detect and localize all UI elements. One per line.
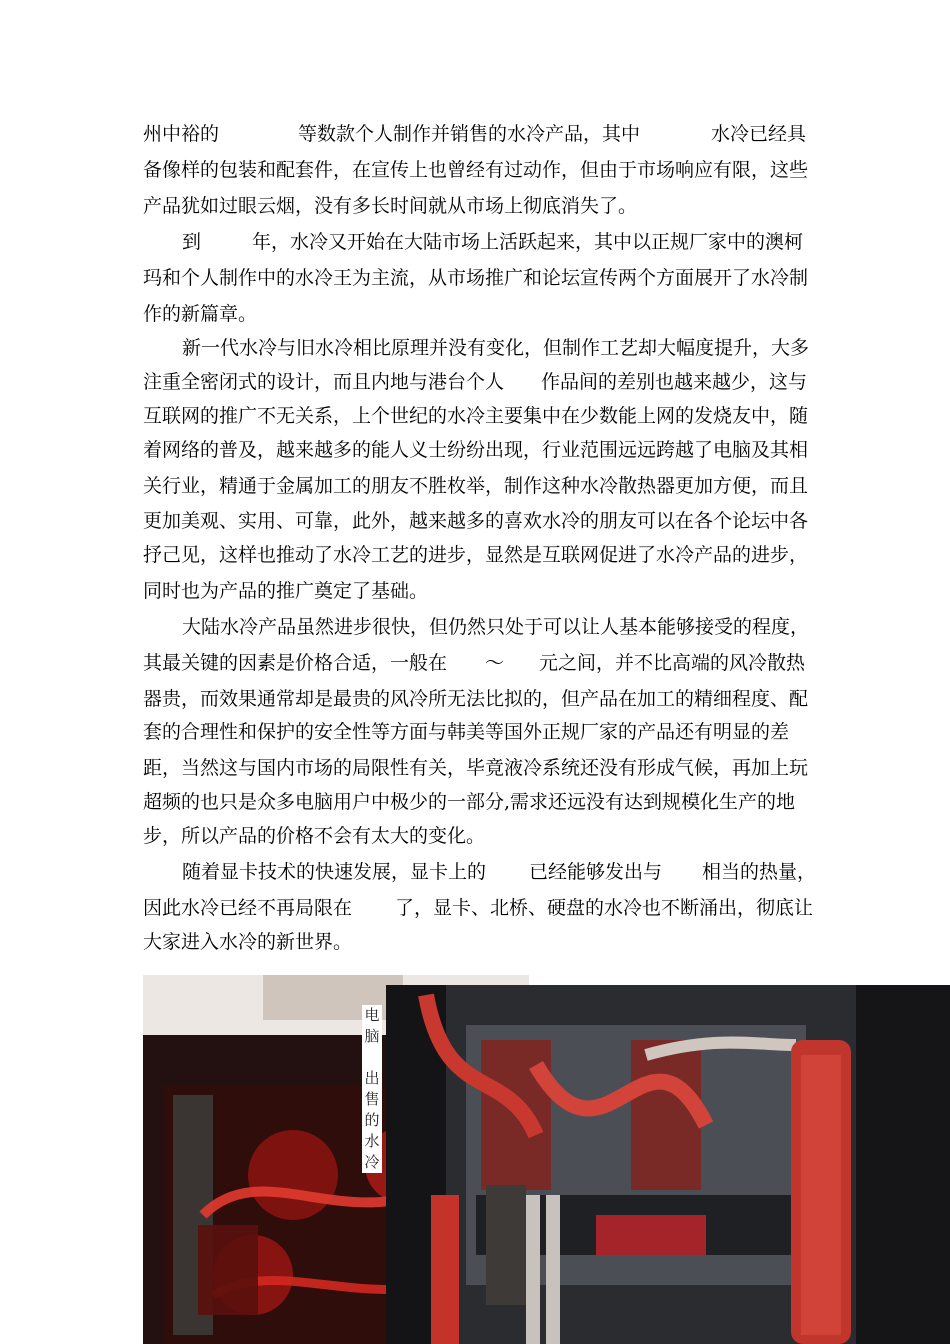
caption-char: 的 xyxy=(364,1111,380,1129)
text-segment: 随着显卡技术的快速发展，显卡上的 xyxy=(182,861,487,883)
text-segment: 州中裕的 xyxy=(143,123,220,145)
text-segment: 年，水冷又开始在大陆市场上活跃起来，其中以正规厂家中的澳柯 xyxy=(252,231,804,253)
text-segment: 器贵，而效果通常却是最贵的风冷所无法比拟的，但产品在加工的精细程度、配 xyxy=(143,688,809,710)
text-segment: 距，当然这与国内市场的局限性有关，毕竟液冷系统还没有形成气候，再加上玩 xyxy=(143,757,809,779)
image-caption xyxy=(362,1005,382,1173)
caption-char xyxy=(362,1047,382,1068)
text-segment: 玛和个人制作中的水冷王为主流，从市场推广和论坛宣传两个方面展开了水冷制 xyxy=(143,267,809,289)
text-segment: 注重全密闭式的设计，而且内地与港台个人 xyxy=(143,371,505,393)
text-segment: 作品间的差别也越来越少，这与 xyxy=(541,371,808,393)
text-segment: 步，所以产品的价格不会有太大的变化。 xyxy=(143,825,486,847)
interior-photo-illustration xyxy=(386,985,950,1344)
text-segment: 等数款个人制作并销售的水冷产品，其中 xyxy=(298,123,641,145)
text-segment: 元之间，并不比高端的风冷散热 xyxy=(539,652,806,674)
caption-char: 电 xyxy=(364,1006,380,1024)
text-segment: 套的合理性和保护的安全性等方面与韩美等国外正规厂家的产品还有明显的差 xyxy=(143,721,790,743)
caption-char: 水 xyxy=(364,1132,380,1150)
text-segment: ～ xyxy=(485,652,505,674)
text-segment: 新一代水冷与旧水冷相比原理并没有变化，但制作工艺却大幅度提升，大多 xyxy=(182,337,810,359)
text-segment: 水冷已经具 xyxy=(711,123,807,145)
text-segment: 超频的也只是众多电脑用户中极少的一部分,需求还远没有达到规模化生产的地 xyxy=(143,791,796,813)
text-segment: 因此水冷已经不再局限在 xyxy=(143,897,353,919)
caption-char: 脑 xyxy=(364,1027,380,1045)
text-segment: 同时也为产品的推广奠定了基础。 xyxy=(143,580,429,602)
text-segment: 互联网的推广不无关系，上个世纪的水冷主要集中在少数能上网的发烧友中，随 xyxy=(143,405,809,427)
text-segment: 更加美观、实用、可靠，此外，越来越多的喜欢水冷的朋友可以在各个论坛中各 xyxy=(143,510,809,532)
text-segment: 已经能够发出与 xyxy=(529,861,663,883)
text-segment: 关行业，精通于金属加工的朋友不胜枚举，制作这种水冷散热器更加方便，而且 xyxy=(143,475,809,497)
text-segment: 产品犹如过眼云烟，没有多长时间就从市场上彻底消失了。 xyxy=(143,195,638,217)
text-segment: 备像样的包装和配套件，在宣传上也曾经有过动作，但由于市场响应有限，这些 xyxy=(143,159,809,181)
text-segment: 大家进入水冷的新世界。 xyxy=(143,931,353,953)
text-segment: 大陆水冷产品虽然进步很快，但仍然只处于可以让人基本能够接受的程度， xyxy=(182,616,810,638)
text-segment: 着网络的普及，越来越多的能人义士纷纷出现，行业范围远远跨越了电脑及其相 xyxy=(143,439,809,461)
text-segment: 其最关键的因素是价格合适，一般在 xyxy=(143,652,448,674)
text-segment: 了，显卡、北桥、硬盘的水冷也不断涌出，彻底让 xyxy=(395,897,814,919)
text-segment: 到 xyxy=(182,231,202,253)
text-segment: 抒己见，这样也推动了水冷工艺的进步，显然是互联网促进了水冷产品的进步， xyxy=(143,544,809,566)
liquid-cooled-pc-interior-photo xyxy=(386,985,950,1344)
caption-char: 售 xyxy=(364,1090,380,1108)
text-segment: 作的新篇章。 xyxy=(143,303,258,325)
text-segment: 相当的热量， xyxy=(702,861,817,883)
caption-char: 出 xyxy=(364,1069,380,1087)
caption-char: 冷 xyxy=(364,1153,380,1171)
